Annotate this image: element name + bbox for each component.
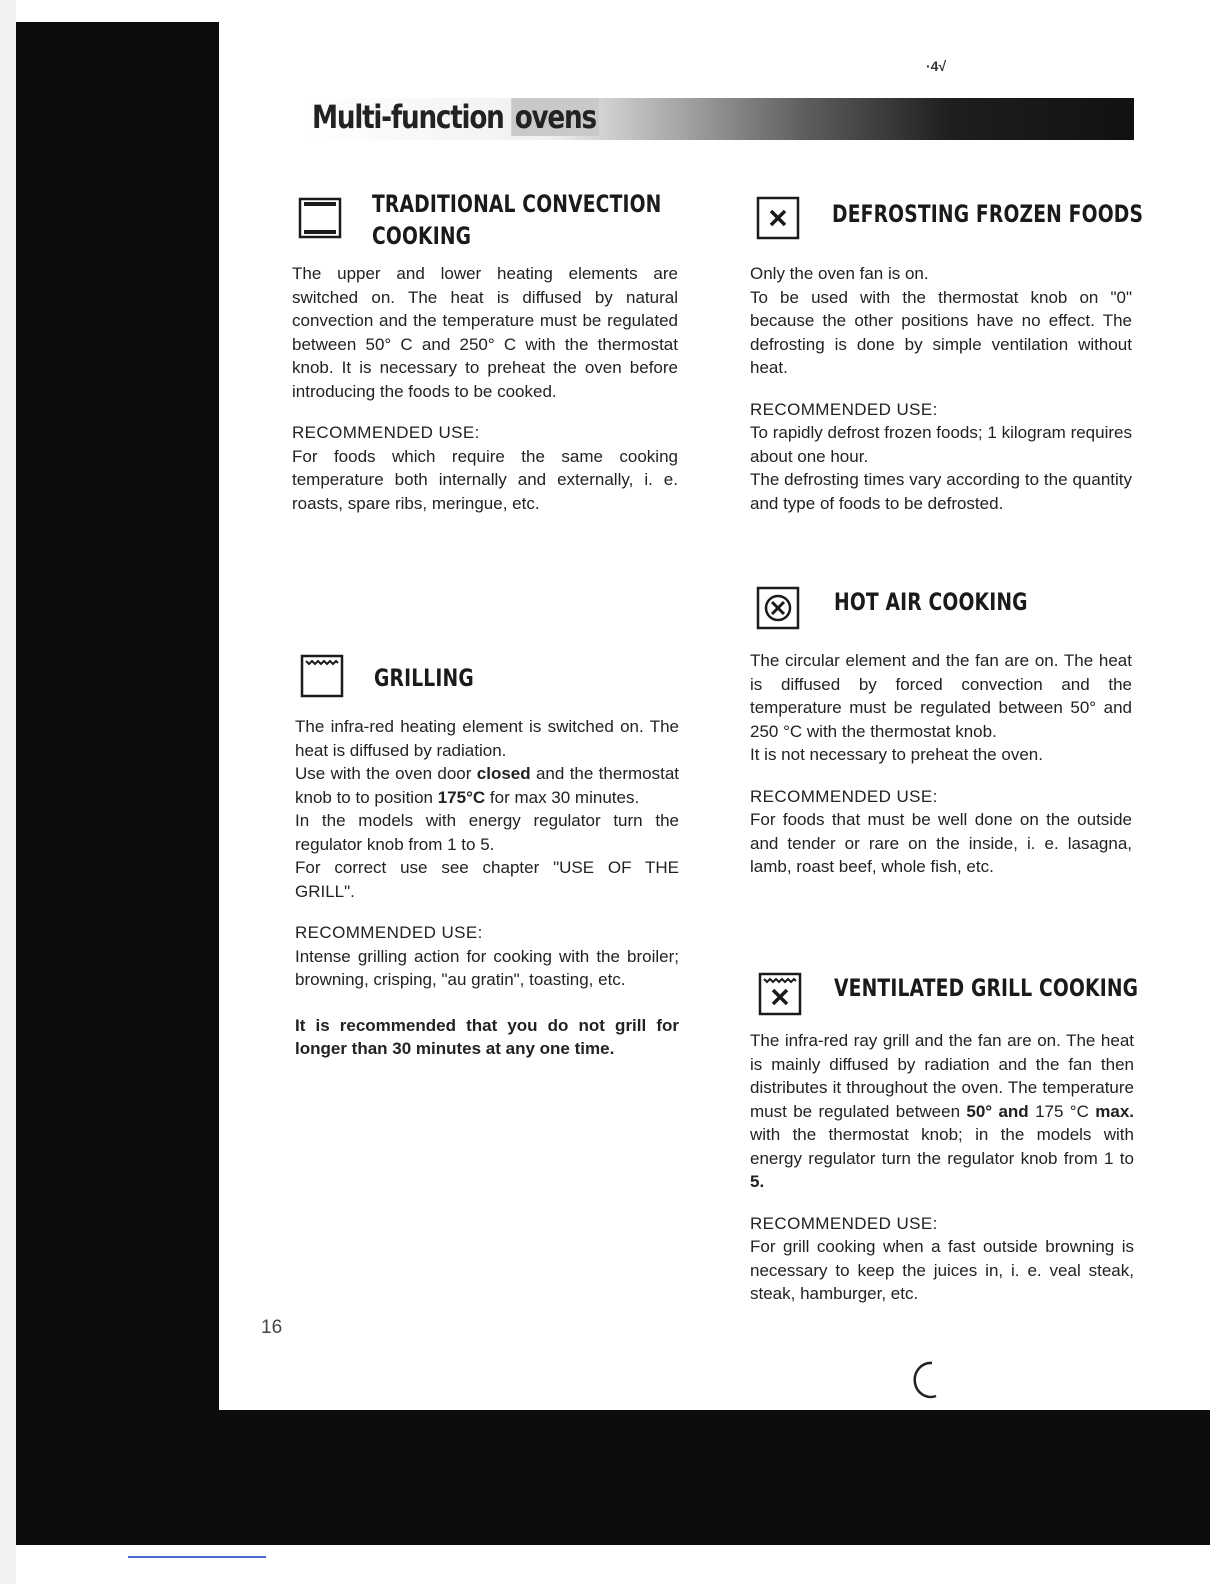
binding-hole-icon — [906, 1358, 946, 1402]
body-paragraph: To be used with the thermostat knob on "0" because the other positions have no effect. The defrosting is done by simple ventilation without heat. — [750, 287, 1132, 377]
body-paragraph: Only the oven fan is on. — [750, 264, 929, 283]
recommended-use-label: RECOMMENDED USE: — [750, 786, 938, 806]
recommended-use-text: The defrosting times vary according to the quantity and type of foods to be defrosted. — [750, 470, 1132, 513]
section-title: DEFROSTING FROZEN FOODS — [832, 200, 1144, 228]
body-paragraph: For correct use see chapter "USE OF THE GRILL". — [295, 858, 679, 901]
circular-fan-icon — [756, 586, 800, 630]
oven-top-bottom-heat-icon — [298, 196, 342, 240]
body-paragraph — [750, 1029, 1134, 1194]
section-body — [750, 1029, 1134, 1306]
recommended-use-text: To rapidly defrost frozen foods; 1 kilogram requires about one hour. — [750, 423, 1132, 466]
section-title: HOT AIR COOKING — [834, 588, 1028, 616]
text-bold: closed — [476, 764, 531, 783]
body-paragraph: The circular element and the fan are on. The heat is diffused by forced convection and the temperature must be regulated between 50° and 250 °C with the thermostat knob. — [750, 651, 1132, 741]
text-run: 175 °C — [1028, 1101, 1096, 1121]
text-run: for max 30 minutes. — [485, 787, 640, 807]
body-paragraph: In the models with energy regulator turn the regulator knob from 1 to 5. — [295, 811, 679, 854]
page-number: 16 — [261, 1317, 283, 1338]
text-run: and the thermostat knob to to position — [295, 764, 679, 807]
scan-border-left — [16, 22, 219, 1522]
recommended-use-label: RECOMMENDED USE: — [750, 399, 938, 419]
page-title-part1: Multi-function — [312, 98, 504, 136]
scan-artifact-line — [128, 1556, 266, 1558]
recommended-use-label: RECOMMENDED USE: — [292, 423, 480, 442]
text-bold: 5. — [750, 1172, 765, 1191]
section-body — [750, 649, 1132, 879]
body-paragraph — [295, 762, 679, 809]
scan-margin — [0, 0, 16, 1584]
page-corner-mark: ·4√ — [926, 58, 947, 74]
grill-fan-icon — [758, 972, 802, 1016]
warning-text: It is recommended that you do not grill for longer than 30 minutes at any one time. — [295, 1015, 679, 1058]
page-title — [312, 98, 599, 136]
body-paragraph: The upper and lower heating elements are switched on. The heat is diffused by natural convection and the temperature must be regulated between 50° C and 250° C with the thermostat knob. It is necessary to preheat the oven before introducing the foods to be cooked. — [292, 264, 678, 401]
text-run: with the thermostat knob; in the models with energy regulator turn the regulator knob from 1 to — [750, 1125, 1134, 1168]
body-paragraph: It is not necessary to preheat the oven. — [750, 745, 1043, 764]
recommended-use-label: RECOMMENDED USE: — [295, 923, 483, 942]
text-bold: 175°C — [437, 787, 486, 807]
section-body — [750, 262, 1132, 515]
text-bold: max. — [1095, 1101, 1135, 1121]
grill-element-icon — [300, 654, 344, 698]
section-body — [292, 262, 678, 515]
section-body — [295, 715, 679, 1061]
scan-border-bottom — [16, 1410, 1210, 1545]
text-bold: 50° and — [966, 1101, 1029, 1121]
recommended-use-text: For foods which require the same cooking temperature both internally and externally, i. e. roasts, spare ribs, meringue, etc. — [292, 446, 678, 513]
title-line-2: COOKING — [372, 222, 472, 250]
recommended-use-text: Intense grilling action for cooking with the broiler; browning, crisping, "au gratin", toasting, etc. — [295, 946, 679, 989]
section-title — [372, 188, 662, 252]
recommended-use-text: For foods that must be well done on the outside and tender or rare on the inside, i. e. lasagna, lamb, roast beef, whole fish, etc. — [750, 810, 1132, 876]
title-line-1: TRADITIONAL CONVECTION — [372, 190, 662, 218]
section-title: GRILLING — [374, 664, 474, 692]
text-run: Use with the oven door — [295, 764, 477, 783]
section-title: VENTILATED GRILL COOKING — [834, 974, 1139, 1002]
page-title-part2: ovens — [511, 98, 599, 136]
body-paragraph: The infra-red heating element is switched on. The heat is diffused by radiation. — [295, 717, 679, 760]
text-run: The infra-red ray grill and the fan are on. The heat is mainly diffused by radiation and the fan then distributes it throughout the oven. The temperature must be regulated between — [750, 1031, 1134, 1121]
recommended-use-text: For grill cooking when a fast outside browning is necessary to keep the juices in, i. e. veal steak, steak, hamburger, etc. — [750, 1237, 1134, 1303]
recommended-use-label: RECOMMENDED USE: — [750, 1213, 938, 1233]
fan-defrost-icon — [756, 196, 800, 240]
